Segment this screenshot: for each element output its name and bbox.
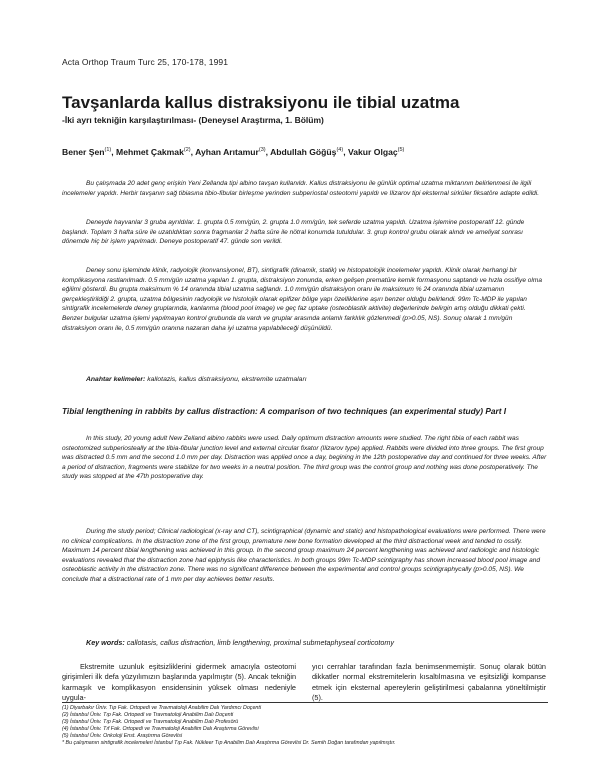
article-subtitle: -İki ayrı tekniğin karşılaştırılması- (Deneysel Araştırma, 1. Bölüm) xyxy=(62,115,324,125)
footnote-divider xyxy=(62,702,548,703)
footnote: (1) Diyarbakır Üniv. Tıp Fak. Ortopedi ve Travmatoloji Anabilim Dalı Yardımcı Doçenti xyxy=(62,705,261,711)
tr-keywords xyxy=(86,376,546,383)
en-keywords xyxy=(86,638,556,647)
en-keywords-label: Key words: xyxy=(86,638,125,647)
author: Bener Şen$^{(1)}$, xyxy=(62,147,117,157)
body-column-right: yıcı cerrahlar tarafından fazla benimsenmemiştir. Sonuç olarak bütün dikkatler normal ekstremitelerin kısaltılmasına ve eşitsizliği kompanse etmek için eksternal apereylerin geliştirilmesi çabalarına yöneltilmiştir (5). xyxy=(312,662,546,703)
footnote: (2) İstanbul Üniv. Tıp Fak. Ortopedi ve Travmatoloji Anabilim Dalı Doçenti xyxy=(62,712,234,718)
body-column-left: Ekstremite uzunluk eşitsizliklerini gidermek amacıyla osteotomi girişimleri ilk defa yüzyılımızın başlarında yapılmıştır (5). Ancak tekniğin karmaşık ve komplikasyon ensidensinin yüksek olması nedeniyle uygula- xyxy=(62,662,296,703)
tr-abstract-paragraph-3: Deney sonu işleminde klinik, radyolojik (konvansiyonel, BT), sintigrafik (dinamik, statik) ve histopatolojik incelemeler yapıldı. Klinik olarak herhangi bir komplikasyona rastlanılmadı. 0.5 mm/gün uzatma yapılan 1. grupta, distraksiyon zonunda, erken gelişen prematüre kemik formasyonu saptandı ve hızla ossifiye olma eğilimi gösterdi. Bu grupta maksimum % 14 oranında tibial uzatma sağlandı. 1.0 mm/gün distraksiyon oranı ile maksimum % 24 oranında tibial uzamanın gerçekleştirildiği 2. grupta, uzatma bölgesinin radyolojik ve histolojik olarak epifizer bölge yapı özelliklerine aşırı benzer olduğu belirlendi. 99m Tc-MDP ile yapılan sintigrafik incelemelerde deney gruplarında, kanlanma (blood pool image) ve geç faz uptake (osteoblastik aktivite) değerlerinde belirgin artış olduğu dikkati çekti. Benzer bulgular uzatma işlemi yapılmayan kontrol grubunda da vardı ve gruplar arasında anlamlı farklılık gözlenmedi (p>0.05, NS). Sonuç olarak 1 mm/gün distraksiyon oranı ile, 0.5 mm/gün oranına nazaran daha iyi uzatma yapılabileceği düşünüldü. xyxy=(62,267,542,332)
en-keywords-text: callotasis, callus distraction, limb lengthening, proximal submetaphyseal corticotomy xyxy=(124,638,395,647)
footnote: (4) İstanbul Üniv. Tıf Fak. Ortopedi ve Travmatoloji Anabilim Dalı Araştırma Görevlisi xyxy=(62,726,259,732)
tr-keywords-label: Anahtar kelimeler: xyxy=(86,376,146,383)
footnote: (5) İstanbul Üniv. Onkoloji Enst. Araştırma Görevlisi xyxy=(62,733,183,739)
author-list xyxy=(62,147,404,157)
tr-abstract-paragraph-2: Deneyde hayvanlar 3 gruba ayrıldılar. 1. grupta 0.5 mm/gün, 2. grupta 1.0 mm/gün, tek seferde uzatma yapıldı. Uzatma işlemine postoperatif 12. günde başlandı. Toplam 3 hafta süre ile uzatıldıktan sonra fragmanlar 2 hafta süre ile nötral konumda tutuldular. 3. grup kontrol grubu olarak alındı ve ameliyat sonrası dönemde hiç bir işlem yapılmadı. Deneye postoperatif 47. günde son verildi. xyxy=(62,219,525,246)
tr-abstract-paragraph-1: Bu çalışmada 20 adet genç erişkin Yeni Zellanda tipi albino tavşan kullanıldı. Kallus distraksiyonu ile günlük optimal uzatma miktarının belirlenmesi ile ilgili incelemeler yapıldı. Herbir tavşanın sağ tibiasına tibio-fibular birleşme yerinden subperiostal osteotomi yapıldı ve Ilizarov tipi eksternal sirküler fiksatöre adapte edildi. xyxy=(62,180,540,197)
footnote: * Bu çalışmanın sintigrafik incelemeleri İstanbul Tıp Fak. Nükleer Tıp Anabilim Dalı Araştırma Görevlisi Dr. Semih Doğan tarafından yapılmıştır. xyxy=(62,740,396,746)
article-title: Tavşanlarda kallus distraksiyonu ile tibial uzatma xyxy=(62,93,460,112)
author: Mehmet Çakmak$^{(2)}$, xyxy=(116,147,196,157)
en-abstract-title: Tibial lengthening in rabbits by callus distraction: A comparison of two techniques (an experimental study) Part I xyxy=(62,406,507,416)
author: Ayhan Arıtamur$^{(3)}$, xyxy=(195,147,271,157)
journal-citation: Acta Orthop Traum Turc 25, 170-178, 1991 xyxy=(62,57,229,67)
footnote: (3) İstanbul Üniv. Tıp Fak. Ortopedi ve Travmatoloji Anabilim Dalı Profesörü xyxy=(62,719,239,725)
author: Abdullah Göğüş$^{(4)}$, xyxy=(270,147,348,157)
en-abstract-paragraph-2: During the study period; Clinical radiological (x-ray and CT), scintigraphical (dynamic and static) and histopathological evaluations were performed. There were no clinical complications. In the distraction zone of the first group, premature new bone formation developed at the third distractional week and tended to ossify. Maximum 14 percent tibial lengthening was achieved in this group. In the second group maximum 24 percent lengthening was achieved and radiologic and histologic evaluations revealed that the distraction zone had epiphysis like characteristics. In both groups 99m Tc-MDP scintigraphy has shown increased blood pool image and osteoblastic activity in the distraction zone. There was no significant difference between the experimental and control groups scintigraphycally (p>0.05, NS). We conclude that a distractional rate of 1 mm per day achieves better results. xyxy=(62,528,546,583)
en-abstract-paragraph-1: In this study, 20 young adult New Zelland albino rabbits were used. Daily optimum distraction amounts were studied. The right tibia of each rabbit was osteotomized subperiosteally at the tibia-fibular junction level and external circular fixator (Ilizarov type) applied. Rabbits were divided into three groups. The first group was distracted 0.5 mm and the second 1.0 mm per day. Distraction was applied once a day, begining in the 12th postoperative day and continued for three weeks. After a period of distraction, fragments were stabilize for two weeks in a neutral position. The third group was the control group and nothing was done postoperatively. The study was stopped at the 47th postoperative day. xyxy=(62,435,547,481)
tr-keywords-text: kallotazis, kallus distraksiyonu, ekstremite uzatmaları xyxy=(145,376,307,383)
author: Vakur Olgaç$^{(5)}$ xyxy=(347,147,405,157)
